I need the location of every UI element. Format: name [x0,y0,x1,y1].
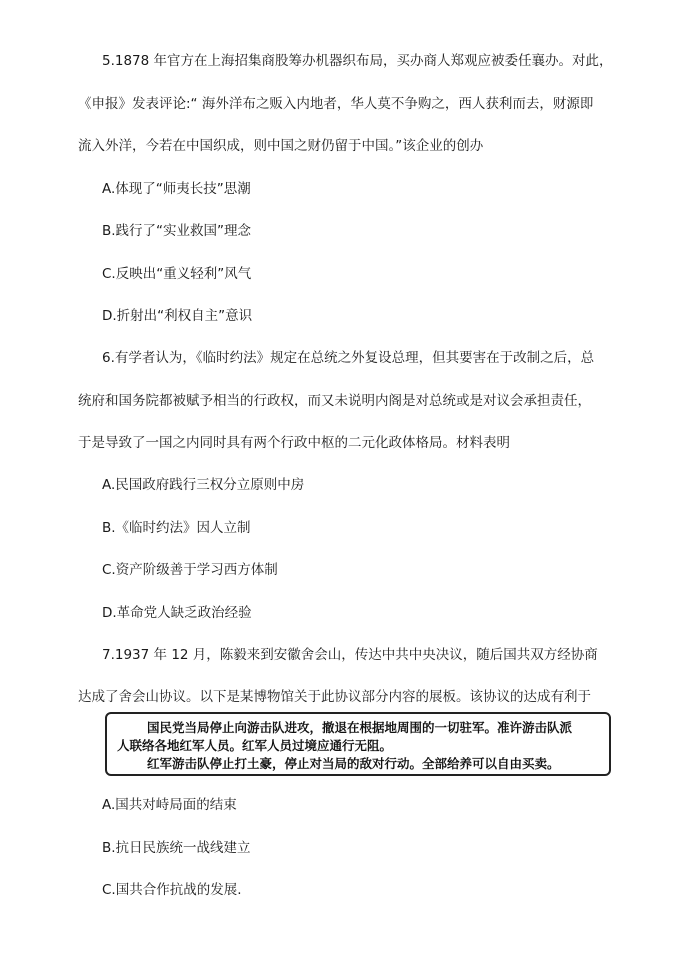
q5-stem-line-1: 5.1878 年官方在上海招集商股筹办机器织布局，买办商人郑观应被委任襄办。对此， [102,53,613,69]
exhibit-line-3: 红军游击队停止打土豪，停止对当局的敌对行动。全部给养可以自由买卖。 [147,756,560,771]
q5-option-c[interactable]: C.反映出“重义轻利”风气 [102,266,252,282]
exhibit-line-1: 国民党当局停止向游击队进攻，撤退在根据地周围的一切驻军。准许游击队派 [147,720,573,735]
q6-option-c[interactable]: C.资产阶级善于学习西方体制 [102,562,278,578]
q7-option-a[interactable]: A.国共对峙局面的结束 [102,797,237,813]
q6-stem-line-1: 6.有学者认为，《临时约法》规定在总统之外复设总理，但其要害在于改制之后，总 [102,350,595,366]
q6-stem-line-3: 于是导致了一国之内同时具有两个行政中枢的二元化政体格局。材料表明 [78,435,510,451]
q7-stem-line-1: 7.1937 年 12 月，陈毅来到安徽舍会山，传达中共中央决议，随后国共双方经协商 [102,647,598,663]
q7-stem-line-2: 达成了舍会山协议。以下是某博物馆关于此协议部分内容的展板。该协议的达成有利于 [78,689,591,705]
exhibit-line-2: 人联络各地红军人员。红军人员过境应通行无阻。 [117,738,393,753]
q6-option-a[interactable]: A.民国政府践行三权分立原则中房 [102,477,305,493]
q5-stem-line-2: 《申报》发表评论:“ 海外洋布之贩入内地者，华人莫不争购之，西人获利而去，财源即 [78,96,594,112]
q5-option-a[interactable]: A.体现了“师夷长技”思潮 [102,181,251,197]
q6-option-d[interactable]: D.革命党人缺乏政治经验 [102,605,252,621]
q7-option-c[interactable]: C.国共合作抗战的发展. [102,882,242,898]
q6-stem-line-2: 统府和国务院都被赋予相当的行政权，而又未说明内阁是对总统或是对议会承担责任， [78,393,591,409]
q7-option-b[interactable]: B.抗日民族统一战线建立 [102,840,251,856]
q5-stem-line-3: 流入外洋，今若在中国织成，则中国之财仍留于中国。”该企业的创办 [78,138,484,154]
q5-option-d[interactable]: D.折射出“利权自主”意识 [102,308,253,324]
exhibit-panel [105,712,611,776]
q6-option-b[interactable]: B.《临时约法》因人立制 [102,520,251,536]
q5-option-b[interactable]: B.践行了“实业救国”理念 [102,223,252,239]
